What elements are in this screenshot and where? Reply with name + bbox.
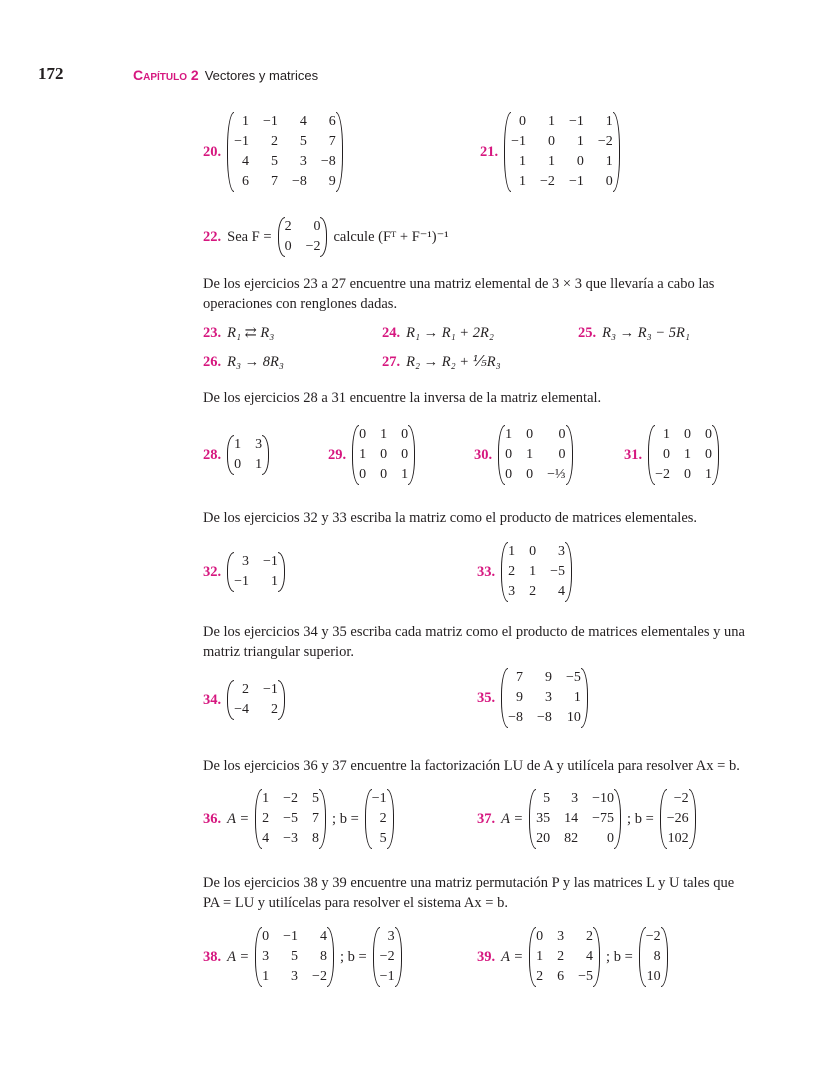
matrix (498, 425, 572, 485)
expression: R₁ ⇄ R₃ (227, 325, 275, 341)
matrix-cell: 0 (558, 427, 566, 442)
exercise-number: 20. (203, 143, 222, 160)
matrix-cell: 102 (667, 831, 689, 846)
matrix-cell: −2 (305, 239, 321, 254)
exercise-number: 30. (474, 446, 493, 463)
matrix-cell: 1 (573, 690, 581, 705)
exercise-number: 33. (477, 563, 496, 580)
matrix-cell: 2 (586, 929, 594, 944)
exercise-22 (203, 217, 449, 257)
matrix-cell: 0 (605, 174, 613, 189)
matrix-cell: 0 (526, 467, 534, 482)
exercise-26 (203, 354, 284, 371)
matrix-cell: 1 (262, 969, 270, 984)
matrix (227, 680, 285, 720)
matrix-cell: 4 (319, 929, 327, 944)
matrix-cell: 0 (380, 447, 388, 462)
matrix-cell: 2 (557, 949, 565, 964)
exercise-35 (477, 668, 588, 728)
matrix-cell: −2 (655, 467, 671, 482)
matrix-cell: 1 (270, 574, 278, 589)
exercise-21 (480, 112, 620, 192)
matrix-cell: −2 (379, 949, 395, 964)
matrix-cell: 0 (519, 114, 527, 129)
matrix-cell: 0 (547, 134, 555, 149)
matrix (227, 435, 269, 475)
matrix-cell: 0 (401, 427, 409, 442)
matrix-cell: 0 (359, 427, 367, 442)
matrix-a (529, 927, 600, 987)
matrix-cell: 10 (646, 969, 661, 984)
matrix-cell: 1 (547, 114, 555, 129)
matrix-cell: −1 (511, 134, 527, 149)
expression: calcule (Fᵀ + F⁻¹)⁻¹ (333, 228, 449, 245)
matrix-cell: 2 (529, 584, 537, 599)
matrix-cell: 3 (544, 690, 552, 705)
exercise-24 (382, 325, 494, 342)
matrix-cell: 2 (379, 811, 387, 826)
matrix-cell: −8 (320, 154, 336, 169)
matrix-a (255, 789, 326, 849)
matrix (504, 112, 620, 192)
matrix-cell: 8 (312, 831, 320, 846)
matrix-cell: 1 (536, 949, 544, 964)
exercise-20 (203, 112, 343, 192)
matrix-cell: 0 (505, 467, 513, 482)
instructions-28-31: De los ejercicios 28 a 31 encuentre la inversa de la matriz elemental. (203, 390, 602, 406)
matrix-cell: −26 (666, 811, 689, 826)
matrix-cell: 7 (516, 670, 524, 685)
matrix-cell: 2 (284, 219, 292, 234)
matrix-cell: 7 (312, 811, 320, 826)
exercise-39 (477, 927, 668, 987)
running-header (133, 67, 318, 83)
matrix-cell: −8 (291, 174, 307, 189)
matrix-cell: −5 (550, 564, 566, 579)
matrix-cell: −3 (283, 831, 299, 846)
exercise-29 (328, 425, 415, 485)
chapter-title: Vectores y matrices (204, 68, 319, 83)
expression: ; b = (627, 810, 654, 827)
expression: R₃ → 8R₃ (227, 354, 284, 370)
page-number: 172 (38, 64, 64, 83)
exercise-31 (624, 425, 719, 485)
exercise-number: 23. (203, 325, 222, 341)
matrix-cell: 3 (255, 437, 263, 452)
exercise-number: 38. (203, 948, 222, 965)
matrix-cell: −2 (597, 134, 613, 149)
matrix-cell: 1 (663, 427, 671, 442)
instructions-34-35: De los ejercicios 34 y 35 escriba cada matriz como el producto de matrices elementales y una matriz triangular superior. (203, 624, 745, 660)
matrix-cell: 2 (270, 134, 278, 149)
matrix-cell: 1 (505, 427, 513, 442)
matrix (227, 112, 343, 192)
matrix-cell: 4 (242, 154, 250, 169)
matrix (501, 668, 588, 728)
exercise-37 (477, 789, 696, 849)
matrix-cell: 1 (401, 467, 409, 482)
matrix-cell: 3 (291, 969, 299, 984)
matrix-cell: 1 (605, 114, 613, 129)
matrix-cell: −1 (379, 969, 395, 984)
matrix-cell: 3 (299, 154, 307, 169)
matrix-cell: −2 (312, 969, 327, 984)
matrix-cell: −5 (578, 969, 594, 984)
matrix-cell: 5 (270, 154, 278, 169)
exercise-number: 34. (203, 691, 222, 708)
matrix-cell: −5 (565, 670, 581, 685)
exercise-number: 36. (203, 810, 222, 827)
exercise-number: 35. (477, 689, 496, 706)
expression: A = (227, 948, 250, 965)
matrix-cell: 0 (401, 447, 409, 462)
matrix-cell: 5 (291, 949, 299, 964)
matrix-cell: −2 (540, 174, 555, 189)
matrix-cell: −75 (592, 811, 615, 826)
matrix-cell: 0 (576, 154, 584, 169)
matrix-cell: −1 (234, 574, 250, 589)
matrix-cell: −2 (283, 791, 299, 806)
matrix-cell: −4 (234, 702, 250, 717)
expression: R₃ → R₃ − 5R₁ (602, 325, 690, 341)
matrix (352, 425, 415, 485)
matrix-cell: 3 (571, 791, 579, 806)
matrix-cell: 1 (359, 447, 367, 462)
chapter-label: Capítulo 2 (133, 67, 199, 83)
expression: A = (501, 948, 524, 965)
matrix-cell: 5 (299, 134, 307, 149)
matrix-cell: −⅓ (547, 467, 566, 482)
matrix-cell: 0 (234, 457, 242, 472)
matrix-cell: −1 (263, 682, 278, 697)
matrix-cell: 0 (684, 467, 692, 482)
matrix-cell: 3 (242, 554, 250, 569)
matrix-cell: 1 (380, 427, 388, 442)
expression: ; b = (606, 948, 633, 965)
matrix-cell: 1 (255, 457, 263, 472)
matrix-cell: 0 (284, 239, 292, 254)
expression: Sea F = (227, 228, 272, 245)
matrix-cell: 2 (270, 702, 278, 717)
expression: A = (227, 810, 250, 827)
matrix-cell: 0 (262, 929, 270, 944)
matrix-cell: 0 (536, 929, 544, 944)
instructions-23-27: De los ejercicios 23 a 27 encuentre una matriz elemental de 3 × 3 que llevaría a cabo las operaciones con renglones dadas. (203, 276, 715, 312)
matrix (227, 552, 285, 592)
matrix-cell: 3 (508, 584, 516, 599)
matrix-cell: 4 (299, 114, 307, 129)
matrix-cell: 35 (536, 811, 551, 826)
matrix-cell: 2 (536, 969, 544, 984)
matrix-cell: −10 (592, 791, 615, 806)
matrix-cell: 5 (379, 831, 387, 846)
matrix-cell: 8 (319, 949, 327, 964)
matrix-cell: 14 (564, 811, 579, 826)
matrix-cell: 0 (359, 467, 367, 482)
matrix-cell: 1 (519, 174, 527, 189)
expression: R₂ → R₂ + ⅕R₃ (406, 354, 501, 370)
matrix-cell: 9 (328, 174, 336, 189)
exercise-number: 22. (203, 228, 222, 245)
exercise-32 (203, 552, 285, 592)
matrix-cell: 3 (262, 949, 270, 964)
exercise-number: 32. (203, 563, 222, 580)
vector-b (639, 927, 668, 987)
matrix-cell: 2 (262, 811, 270, 826)
expression: R₁ → R₁ + 2R₂ (406, 325, 494, 341)
matrix-cell: 1 (234, 437, 242, 452)
matrix-cell: 2 (242, 682, 250, 697)
exercise-number: 24. (382, 325, 401, 341)
matrix-cell: 1 (262, 791, 270, 806)
matrix-cell: 5 (312, 791, 320, 806)
matrix-cell: 1 (526, 447, 534, 462)
matrix-cell: 5 (543, 791, 551, 806)
matrix-a (529, 789, 621, 849)
expression: A = (501, 810, 524, 827)
matrix-cell: 7 (270, 174, 278, 189)
exercise-27 (382, 354, 501, 371)
matrix-cell: 4 (558, 584, 566, 599)
matrix-cell: 1 (705, 467, 713, 482)
matrix (648, 425, 719, 485)
matrix-cell: 6 (328, 114, 336, 129)
exercise-25 (578, 325, 690, 342)
matrix-cell: −8 (508, 710, 524, 725)
matrix-cell: 1 (519, 154, 527, 169)
matrix-cell: −1 (568, 114, 584, 129)
exercise-38 (203, 927, 402, 987)
matrix-a (255, 927, 334, 987)
exercise-33 (477, 542, 572, 602)
matrix-cell: −1 (234, 134, 250, 149)
matrix-cell: −1 (263, 554, 278, 569)
matrix-cell: −5 (283, 811, 299, 826)
exercise-number: 29. (328, 446, 347, 463)
expression: ; b = (339, 948, 367, 965)
matrix-cell: 0 (529, 544, 537, 559)
matrix-cell: 3 (387, 929, 395, 944)
exercise-36 (203, 789, 394, 849)
vector-b (660, 789, 696, 849)
vector-b (373, 927, 402, 987)
exercise-number: 27. (382, 354, 401, 370)
matrix-cell: 1 (684, 447, 692, 462)
matrix (501, 542, 572, 602)
exercise-number: 37. (477, 810, 496, 827)
matrix-cell: 0 (705, 447, 713, 462)
exercise-number: 39. (477, 948, 496, 965)
matrix-cell: 6 (242, 174, 250, 189)
matrix-cell: 4 (262, 831, 270, 846)
vector-b (365, 789, 394, 849)
matrix-cell: 0 (505, 447, 513, 462)
matrix-cell: −8 (537, 710, 552, 725)
matrix-cell: 1 (508, 544, 516, 559)
matrix (278, 217, 328, 257)
matrix-cell: 9 (516, 690, 524, 705)
matrix-cell: 9 (544, 670, 552, 685)
matrix-cell: 0 (380, 467, 388, 482)
matrix-cell: 1 (605, 154, 613, 169)
matrix-cell: 0 (705, 427, 713, 442)
matrix-cell: 3 (557, 929, 565, 944)
matrix-cell: 20 (536, 831, 551, 846)
matrix-cell: 1 (529, 564, 537, 579)
exercise-30 (474, 425, 573, 485)
matrix-cell: 82 (564, 831, 579, 846)
instructions-32-33: De los ejercicios 32 y 33 escriba la matriz como el producto de matrices elementales. (203, 510, 698, 526)
matrix-cell: 1 (576, 134, 584, 149)
matrix-cell: −1 (371, 791, 387, 806)
matrix-cell: 0 (526, 427, 534, 442)
matrix-cell: 1 (242, 114, 250, 129)
instructions-38-39: De los ejercicios 38 y 39 encuentre una matriz permutación P y las matrices L y U tales que PA = LU y utilícelas para resolver el sistema Ax = b. (203, 875, 735, 911)
exercise-number: 25. (578, 325, 597, 341)
expression: ; b = (332, 810, 359, 827)
matrix-cell: −1 (283, 929, 299, 944)
exercise-number: 21. (480, 143, 499, 160)
exercise-number: 28. (203, 446, 222, 463)
exercise-number: 26. (203, 354, 222, 370)
matrix-cell: 4 (586, 949, 594, 964)
instructions-36-37: De los ejercicios 36 y 37 encuentre la factorización LU de A y utilícela para resolver Ax = b. (203, 758, 740, 774)
matrix-cell: 0 (684, 427, 692, 442)
matrix-cell: −2 (645, 929, 661, 944)
matrix-cell: 3 (558, 544, 566, 559)
matrix-cell: 0 (313, 219, 321, 234)
matrix-cell: 0 (607, 831, 615, 846)
matrix-cell: −2 (673, 791, 689, 806)
matrix-cell: 1 (547, 154, 555, 169)
matrix-cell: 10 (566, 710, 581, 725)
matrix-cell: 8 (653, 949, 661, 964)
matrix-cell: 6 (557, 969, 565, 984)
matrix-cell: −1 (263, 114, 278, 129)
matrix-cell: 0 (558, 447, 566, 462)
matrix-cell: 0 (663, 447, 671, 462)
matrix-cell: −1 (568, 174, 584, 189)
exercise-34 (203, 680, 285, 720)
exercise-number: 31. (624, 446, 643, 463)
exercise-28 (203, 435, 269, 475)
matrix-cell: 2 (508, 564, 516, 579)
matrix-cell: 7 (328, 134, 336, 149)
exercise-23 (203, 325, 274, 342)
